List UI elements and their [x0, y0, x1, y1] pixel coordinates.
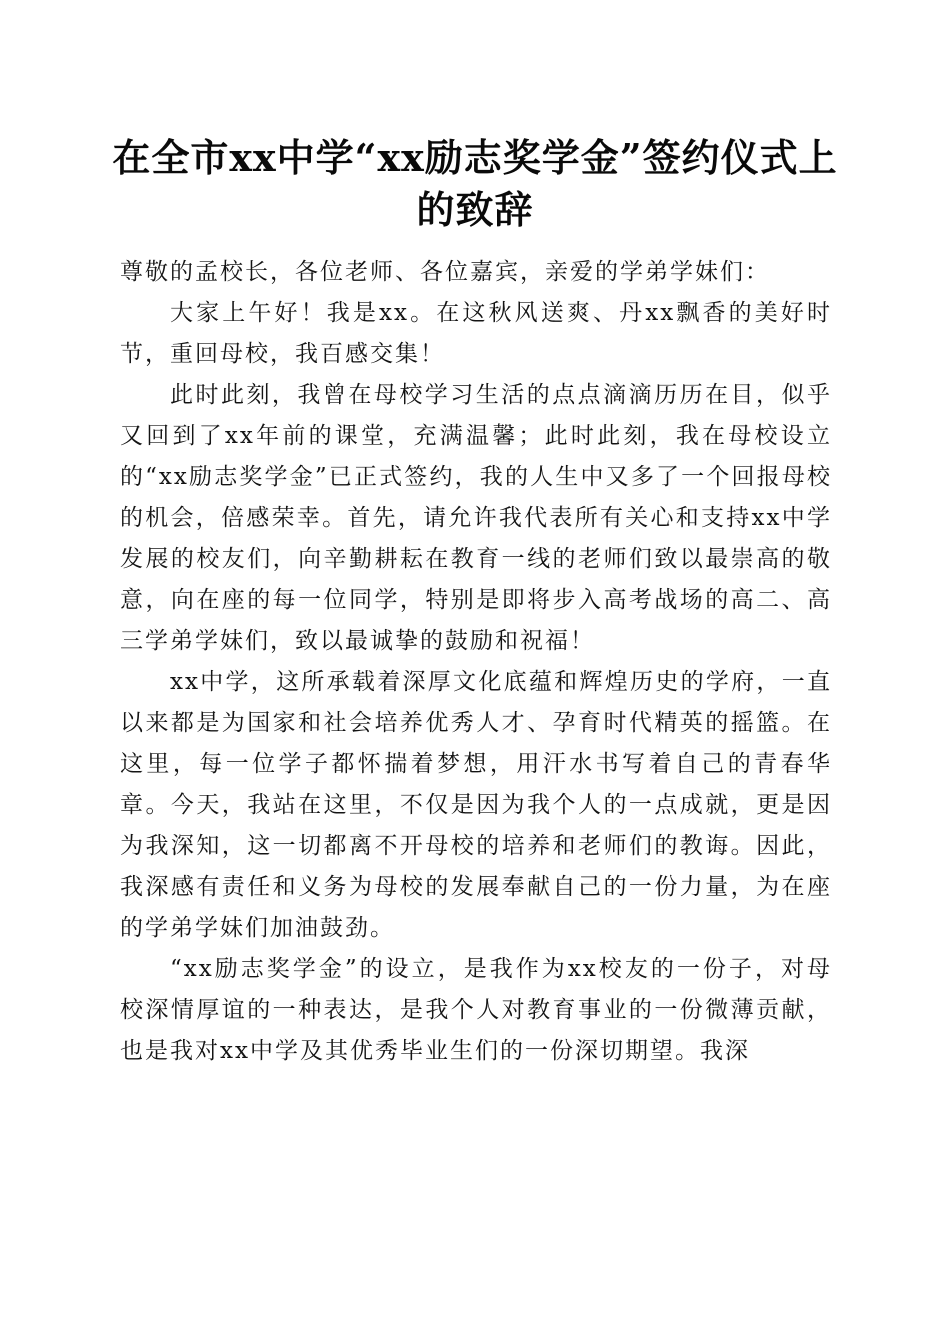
paragraph-greeting: 大家上午好！我是xx。在这秋风送爽、丹xx飘香的美好时节，重回母校，我百感交集！: [120, 300, 832, 367]
paragraph-school: xx中学，这所承载着深厚文化底蕴和辉煌历史的学府，一直以来都是为国家和社会培养优秀人才、孕育时代精英的摇篮。在这里，每一位学子都怀揣着梦想，用汗水书写着自己的青春华章。今天，我站在这里，不仅是因为我个人的一点成就，更是因为我深知，这一切都离不开母校的培养和老师们的教诲。因此，我深感有责任和义务为母校的发展奉献自己的一份力量，为在座的学弟学妹们加油鼓劲。: [120, 669, 832, 941]
salutation: 尊敬的孟校长，各位老师、各位嘉宾，亲爱的学弟学妹们：: [120, 259, 770, 285]
document-title: 在全市xx中学“xx励志奖学金”签约仪式上的致辞: [112, 135, 838, 232]
paragraph-memories: 此时此刻，我曾在母校学习生活的点点滴滴历历在目，似乎又回到了xx年前的课堂，充满温馨；此时此刻，我在母校设立的“xx励志奖学金”已正式签约，我的人生中又多了一个回报母校的机会，倍感荣幸。首先，请允许我代表所有关心和支持xx中学发展的校友们，向辛勤耕耘在教育一线的老师们致以最崇高的敬意，向在座的每一位同学，特别是即将步入高考战场的高二、高三学弟学妹们，致以最诚挚的鼓励和祝福！: [120, 382, 832, 654]
document-body: [120, 252, 832, 1072]
paragraph-scholarship: “xx励志奖学金”的设立，是我作为xx校友的一份子，对母校深情厚谊的一种表达，是我个人对教育事业的一份微薄贡献，也是我对xx中学及其优秀毕业生们的一份深切期望。我深: [120, 956, 832, 1064]
